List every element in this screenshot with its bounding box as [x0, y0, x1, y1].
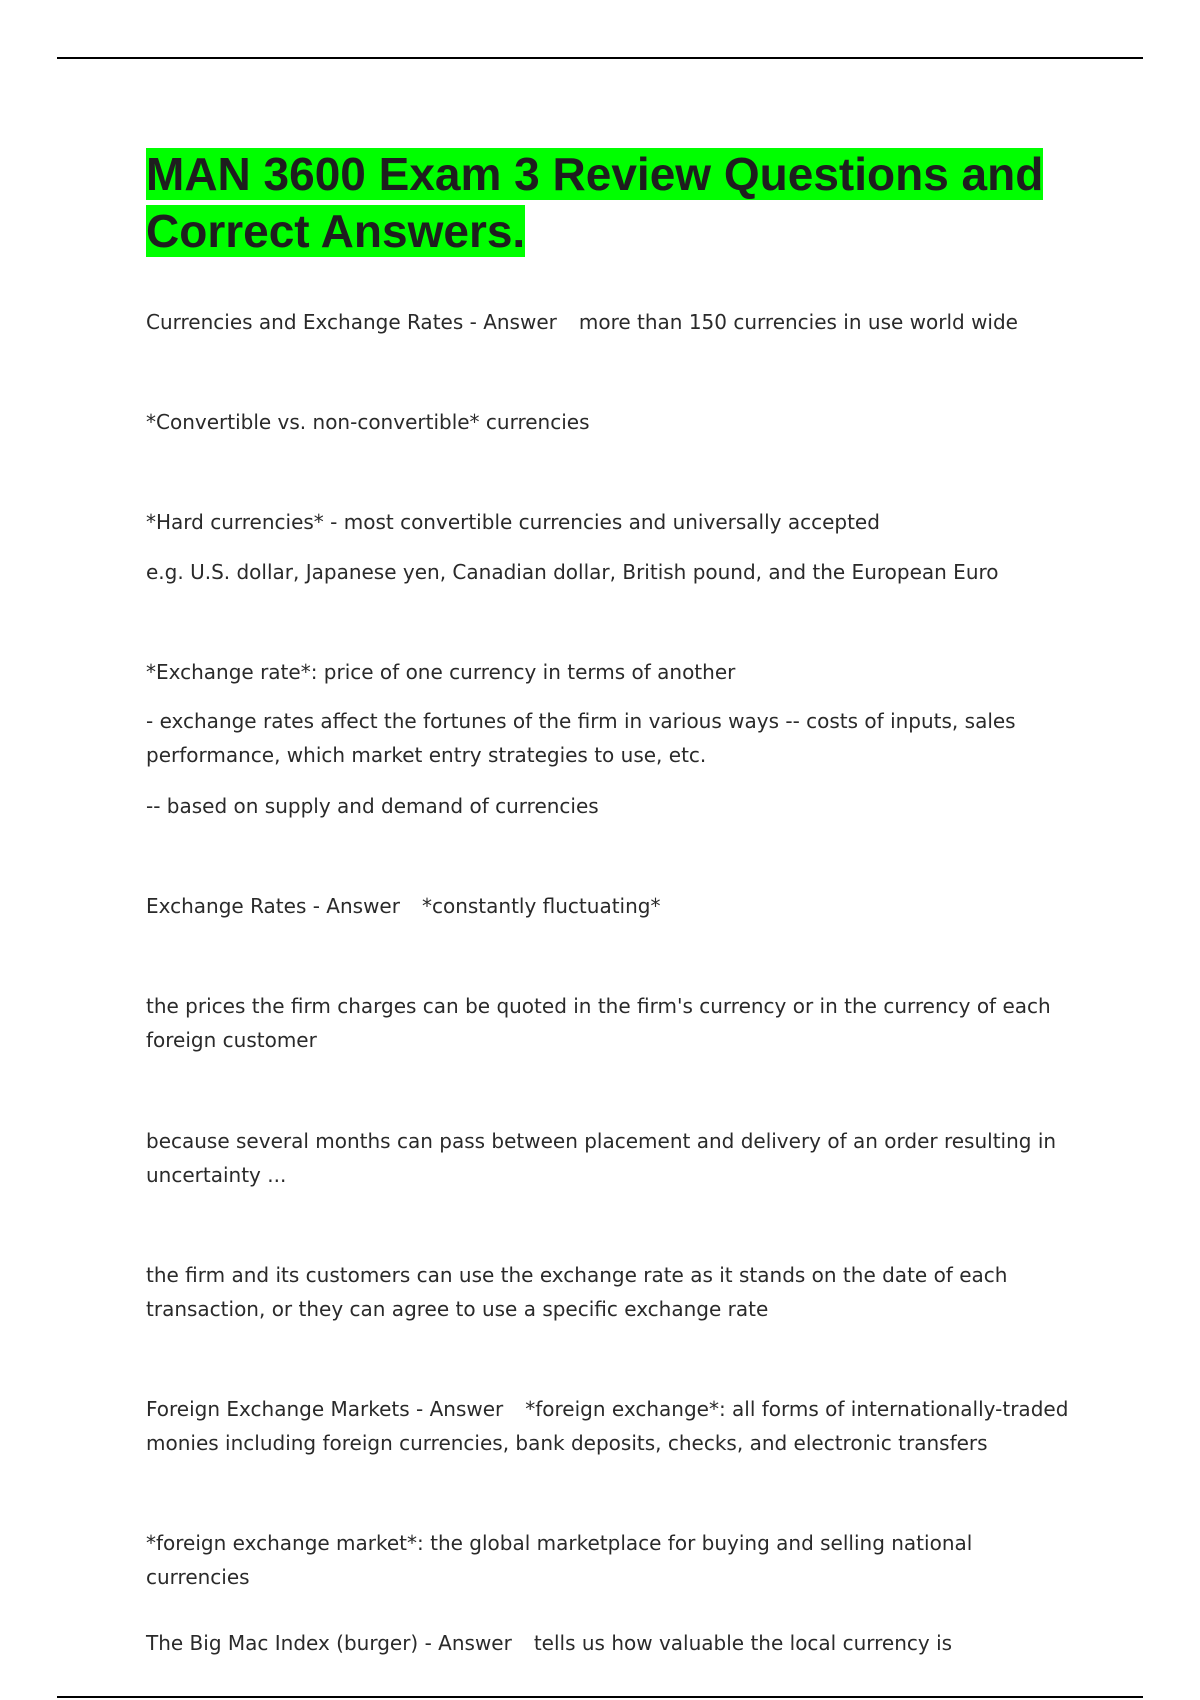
paragraph-text: tells us how valuable the local currency is [533, 1631, 953, 1655]
paragraph-currencies-exchange-rates [146, 305, 1076, 339]
paragraph-term: Currencies and Exchange Rates - Answer [146, 310, 557, 334]
paragraph-exchange-rate: *Exchange rate*: price of one currency in terms of another [146, 660, 736, 684]
paragraph-exchange-rates-affect: - exchange rates affect the fortunes of the firm in various ways -- costs of inputs, sales performance, which market entry strategies to use, etc. [146, 709, 1016, 767]
paragraph-foreign-exchange-markets [146, 1392, 1076, 1460]
title-highlight: MAN 3600 Exam 3 Review Questions and Correct Answers. [146, 148, 1044, 257]
paragraph-term: Foreign Exchange Markets - Answer [146, 1397, 504, 1421]
paragraph-supply-demand: -- based on supply and demand of currencies [146, 794, 599, 818]
paragraph-prices-quoted: the prices the firm charges can be quoted in the firm's currency or in the currency of each foreign customer [146, 994, 1051, 1052]
paragraph-big-mac-index [146, 1626, 1076, 1660]
paragraph-term: The Big Mac Index (burger) - Answer [146, 1631, 512, 1655]
document-title [146, 146, 1066, 260]
paragraph-text: *constantly fluctuating* [421, 894, 661, 918]
paragraph-examples: e.g. U.S. dollar, Japanese yen, Canadian dollar, British pound, and the European Euro [146, 560, 999, 584]
paragraph-term: Exchange Rates - Answer [146, 894, 400, 918]
paragraph-exchange-rates [146, 889, 1076, 923]
paragraph-several-months: because several months can pass between placement and delivery of an order resulting in uncertainty ... [146, 1129, 1057, 1187]
paragraph-text: *foreign exchange*: all forms of internationally-traded monies including foreign currencies, bank deposits, checks, and electronic transfers [146, 1397, 1069, 1455]
paragraph-firm-customers: the firm and its customers can use the exchange rate as it stands on the date of each transaction, or they can agree to use a specific exchange rate [146, 1263, 1008, 1321]
paragraph-text: more than 150 currencies in use world wide [578, 310, 1018, 334]
paragraph-convertible: *Convertible vs. non-convertible* currencies [146, 410, 590, 434]
paragraph-hard-currencies: *Hard currencies* - most convertible currencies and universally accepted [146, 510, 880, 534]
paragraph-foreign-exchange-market: *foreign exchange market*: the global marketplace for buying and selling national currencies [146, 1531, 973, 1589]
top-rule [57, 57, 1143, 59]
bottom-rule [57, 1696, 1143, 1698]
